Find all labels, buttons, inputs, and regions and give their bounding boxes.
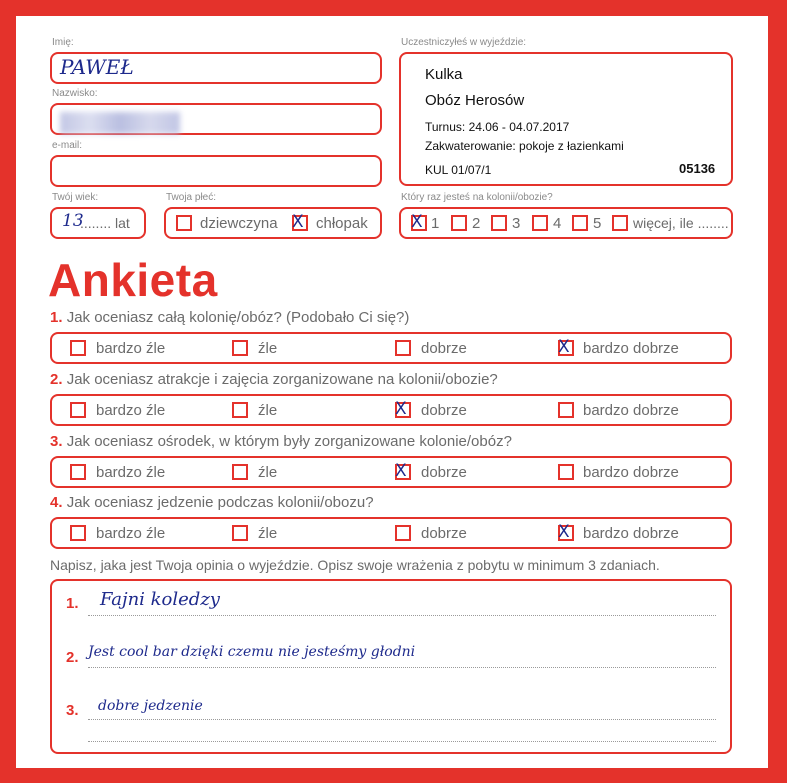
question-2 [50, 371, 498, 388]
q3-option-4-checkbox[interactable] [558, 464, 574, 480]
visit-4-label: 4 [553, 215, 562, 232]
opinion-prompt: Napisz, jaka jest Twoja opinia o wyjeździe. Opisz swoje wrażenia z pobytu w minimum 3 zdaniach. [50, 557, 660, 573]
opinion-line-3: dobre jedzenie [98, 698, 203, 714]
q2-option-2-checkbox[interactable] [232, 402, 248, 418]
option-label: dobrze [421, 340, 467, 357]
visit-5-checkbox[interactable] [572, 215, 588, 231]
check-mark-icon: X [292, 212, 304, 232]
first-name-label: Imię: [52, 37, 74, 48]
visit-2-label: 2 [472, 215, 481, 232]
question-number: 1. [50, 309, 63, 326]
question-text: Jak oceniasz ośrodek, w którym były zorganizowane kolonie/obóz? [66, 433, 512, 450]
age-label: Twój wiek: [52, 192, 99, 203]
question-number: 3. [50, 433, 63, 450]
question-number: 2. [50, 371, 63, 388]
camp-label: Uczestniczyłeś w wyjeździe: [401, 37, 527, 48]
q4-option-4-checkbox[interactable] [558, 522, 574, 542]
gender-label: Twoja płeć: [166, 192, 217, 203]
option-label: bardzo źle [96, 525, 166, 542]
opinion-line-number: 1. [66, 595, 79, 612]
age-suffix: ........ lat [80, 215, 130, 231]
email-label: e-mail: [52, 140, 83, 151]
gender-girl-label: dziewczyna [200, 215, 278, 232]
camp-accommodation: Zakwaterowanie: pokoje z łazienkami [425, 139, 624, 153]
camp-number: 05136 [679, 161, 716, 176]
opinion-line-1: Fajni koledzy [100, 589, 220, 610]
camp-code: KUL 01/07/1 [425, 163, 492, 177]
option-label: dobrze [421, 464, 467, 481]
check-mark-icon: X [558, 522, 570, 542]
option-label: dobrze [421, 525, 467, 542]
first-name-field[interactable] [50, 52, 382, 84]
q1-option-2-checkbox[interactable] [232, 340, 248, 356]
visit-count-label: Który raz jesteś na kolonii/obozie? [401, 192, 553, 203]
question-text: Jak oceniasz atrakcje i zajęcia zorganizowane na kolonii/obozie? [66, 371, 498, 388]
question-text: Jak oceniasz jedzenie podczas kolonii/obozu? [66, 494, 374, 511]
first-name-value: PAWEŁ [60, 55, 134, 79]
question-3 [50, 433, 512, 450]
option-label: bardzo dobrze [583, 525, 679, 542]
answer-row-1 [50, 332, 732, 364]
last-name-label: Nazwisko: [52, 88, 98, 99]
option-label: źle [258, 340, 278, 357]
email-field[interactable] [50, 155, 382, 187]
visit-count-field [399, 207, 733, 239]
question-number: 4. [50, 494, 63, 511]
visit-5-label: 5 [593, 215, 602, 232]
q2-option-4-checkbox[interactable] [558, 402, 574, 418]
opinion-line-2: Jest cool bar dzięki czemu nie jesteśmy głodni [88, 644, 416, 660]
option-label: bardzo dobrze [583, 402, 679, 419]
q1-option-3-checkbox[interactable] [395, 340, 411, 356]
q2-option-1-checkbox[interactable] [70, 402, 86, 418]
gender-field [164, 207, 382, 239]
q4-option-3-checkbox[interactable] [395, 525, 411, 541]
opinion-box[interactable] [50, 579, 732, 754]
answer-row-2 [50, 394, 732, 426]
q1-option-1-checkbox[interactable] [70, 340, 86, 356]
option-label: bardzo źle [96, 340, 166, 357]
age-value: 13 [62, 211, 84, 231]
visit-more-label: więcej, ile ........ [633, 215, 729, 231]
camp-name: Kulka [425, 66, 463, 83]
visit-1-checkbox[interactable] [411, 212, 427, 232]
option-label: bardzo dobrze [583, 464, 679, 481]
check-mark-icon: X [411, 212, 423, 232]
opinion-line-number: 2. [66, 649, 79, 666]
q3-option-2-checkbox[interactable] [232, 464, 248, 480]
writing-line [88, 741, 716, 742]
writing-line [88, 615, 716, 616]
q1-option-4-checkbox[interactable] [558, 337, 574, 357]
option-label: bardzo źle [96, 402, 166, 419]
visit-2-checkbox[interactable] [451, 215, 467, 231]
option-label: źle [258, 525, 278, 542]
question-text: Jak oceniasz całą kolonię/obóz? (Podobało Ci się?) [66, 309, 410, 326]
visit-4-checkbox[interactable] [532, 215, 548, 231]
page-title: Ankieta [48, 254, 218, 306]
age-field[interactable] [50, 207, 146, 239]
gender-boy-label: chłopak [316, 215, 368, 232]
question-4 [50, 494, 374, 511]
option-label: bardzo źle [96, 464, 166, 481]
writing-line [88, 719, 716, 720]
q2-option-3-checkbox[interactable] [395, 399, 411, 419]
check-mark-icon: X [395, 461, 407, 481]
option-label: bardzo dobrze [583, 340, 679, 357]
q3-option-3-checkbox[interactable] [395, 461, 411, 481]
visit-more-checkbox[interactable] [612, 215, 628, 231]
check-mark-icon: X [558, 337, 570, 357]
visit-3-checkbox[interactable] [491, 215, 507, 231]
answer-row-3 [50, 456, 732, 488]
answer-row-4 [50, 517, 732, 549]
q3-option-1-checkbox[interactable] [70, 464, 86, 480]
q4-option-1-checkbox[interactable] [70, 525, 86, 541]
question-1 [50, 309, 409, 326]
visit-3-label: 3 [512, 215, 521, 232]
camp-title: Obóz Herosów [425, 92, 525, 109]
camp-turnus: Turnus: 24.06 - 04.07.2017 [425, 120, 570, 134]
opinion-line-number: 3. [66, 702, 79, 719]
check-mark-icon: X [395, 399, 407, 419]
option-label: źle [258, 402, 278, 419]
gender-boy-checkbox[interactable] [292, 212, 308, 232]
visit-1-label: 1 [431, 215, 440, 232]
option-label: dobrze [421, 402, 467, 419]
writing-line [88, 667, 716, 668]
last-name-redacted [60, 112, 180, 134]
camp-info-box [399, 52, 733, 186]
gender-girl-checkbox[interactable] [176, 215, 192, 231]
q4-option-2-checkbox[interactable] [232, 525, 248, 541]
option-label: źle [258, 464, 278, 481]
